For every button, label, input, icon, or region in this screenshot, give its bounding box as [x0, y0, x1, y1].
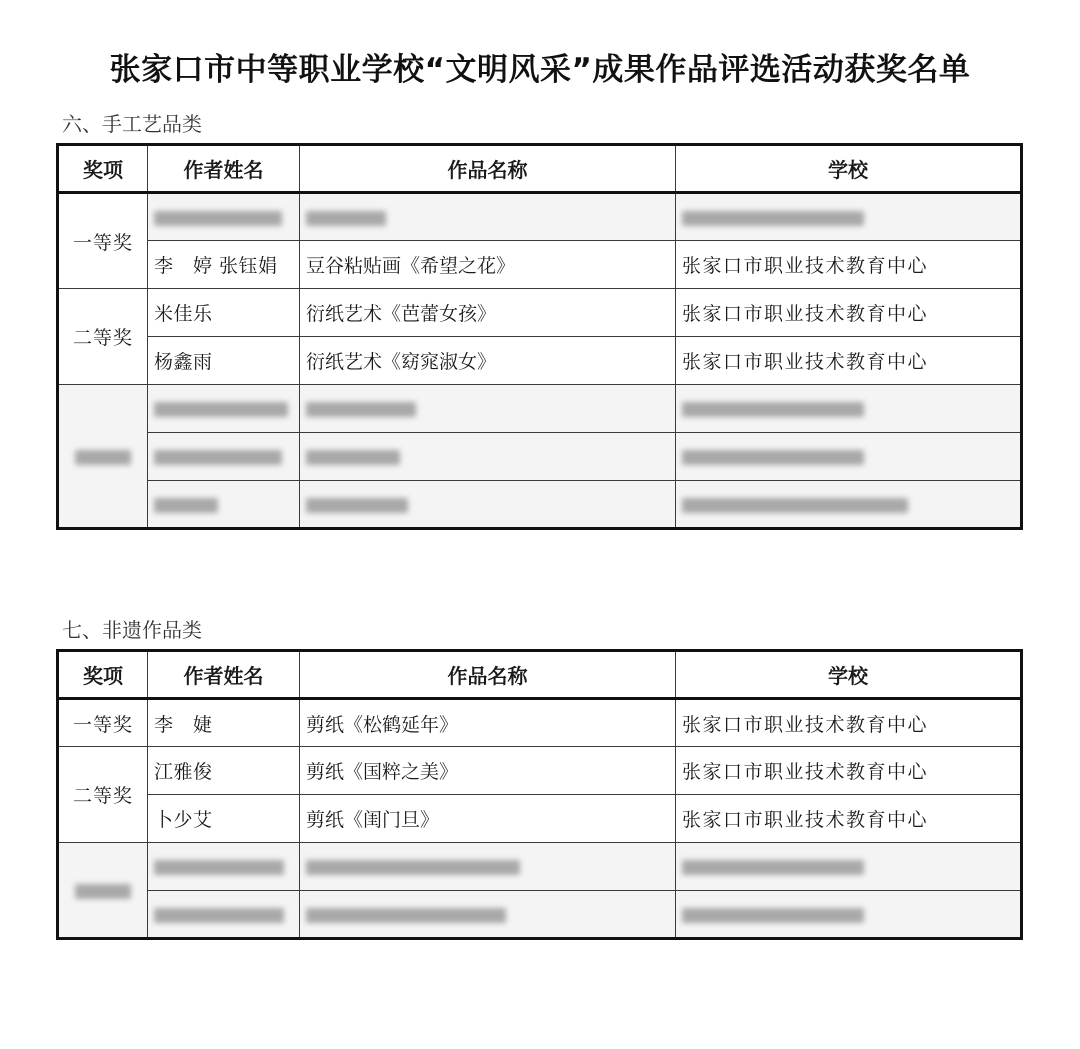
table-row	[58, 337, 1022, 385]
table-row	[58, 385, 1022, 433]
document-title: 张家口市中等职业学校“文明风采”成果作品评选活动获奖名单	[109, 52, 971, 88]
redacted-work	[300, 481, 676, 529]
redacted-school	[676, 843, 1022, 891]
header-award: 奖项	[58, 651, 148, 699]
redacted-author	[148, 481, 300, 529]
header-school: 学校	[676, 651, 1022, 699]
header-school: 学校	[676, 145, 1022, 193]
redacted-school	[676, 481, 1022, 529]
school-cell: 张家口市职业技术教育中心	[676, 747, 1022, 795]
work-cell: 剪纸《国粹之美》	[300, 747, 676, 795]
school-cell: 张家口市职业技术教育中心	[676, 699, 1022, 747]
table-header-row	[58, 651, 1022, 699]
work-cell: 衍纸艺术《芭蕾女孩》	[300, 289, 676, 337]
table-row	[58, 481, 1022, 529]
award-cell: 二等奖	[58, 289, 148, 385]
table-row	[58, 289, 1022, 337]
redacted-work	[300, 891, 676, 939]
header-author: 作者姓名	[148, 145, 300, 193]
redacted-award	[58, 385, 148, 529]
table-row	[58, 699, 1022, 747]
table-row	[58, 747, 1022, 795]
school-cell: 张家口市职业技术教育中心	[676, 337, 1022, 385]
table-row	[58, 891, 1022, 939]
handicraft-award-table	[56, 143, 1023, 530]
redacted-work	[300, 385, 676, 433]
school-cell: 张家口市职业技术教育中心	[676, 795, 1022, 843]
header-author: 作者姓名	[148, 651, 300, 699]
school-cell: 张家口市职业技术教育中心	[676, 241, 1022, 289]
work-cell: 剪纸《闺门旦》	[300, 795, 676, 843]
author-cell: 李 婕	[148, 699, 300, 747]
author-cell: 米佳乐	[148, 289, 300, 337]
redacted-school	[676, 193, 1022, 241]
redacted-work	[300, 843, 676, 891]
redacted-school	[676, 433, 1022, 481]
redacted-author	[148, 433, 300, 481]
author-cell: 江雅俊	[148, 747, 300, 795]
award-cell: 二等奖	[58, 747, 148, 843]
table-row	[58, 795, 1022, 843]
redacted-school	[676, 385, 1022, 433]
award-cell: 一等奖	[58, 193, 148, 289]
author-cell: 李 婷 张钰娟	[148, 241, 300, 289]
redacted-author	[148, 193, 300, 241]
table-row	[58, 193, 1022, 241]
award-cell: 一等奖	[58, 699, 148, 747]
header-work: 作品名称	[300, 145, 676, 193]
author-cell: 杨鑫雨	[148, 337, 300, 385]
work-cell: 剪纸《松鹤延年》	[300, 699, 676, 747]
redacted-school	[676, 891, 1022, 939]
header-award: 奖项	[58, 145, 148, 193]
header-work: 作品名称	[300, 651, 676, 699]
section-heading-handicraft: 六、手工艺品类	[62, 112, 202, 136]
redacted-work	[300, 193, 676, 241]
redacted-author	[148, 843, 300, 891]
redacted-award	[58, 843, 148, 939]
table-row	[58, 433, 1022, 481]
redacted-work	[300, 433, 676, 481]
intangible-heritage-award-table	[56, 649, 1023, 940]
school-cell: 张家口市职业技术教育中心	[676, 289, 1022, 337]
work-cell: 衍纸艺术《窈窕淑女》	[300, 337, 676, 385]
redacted-author	[148, 385, 300, 433]
redacted-author	[148, 891, 300, 939]
author-cell: 卜少艾	[148, 795, 300, 843]
table-row	[58, 843, 1022, 891]
table-row	[58, 241, 1022, 289]
work-cell: 豆谷粘贴画《希望之花》	[300, 241, 676, 289]
section-heading-intangible-heritage: 七、非遗作品类	[62, 618, 202, 642]
table-header-row	[58, 145, 1022, 193]
